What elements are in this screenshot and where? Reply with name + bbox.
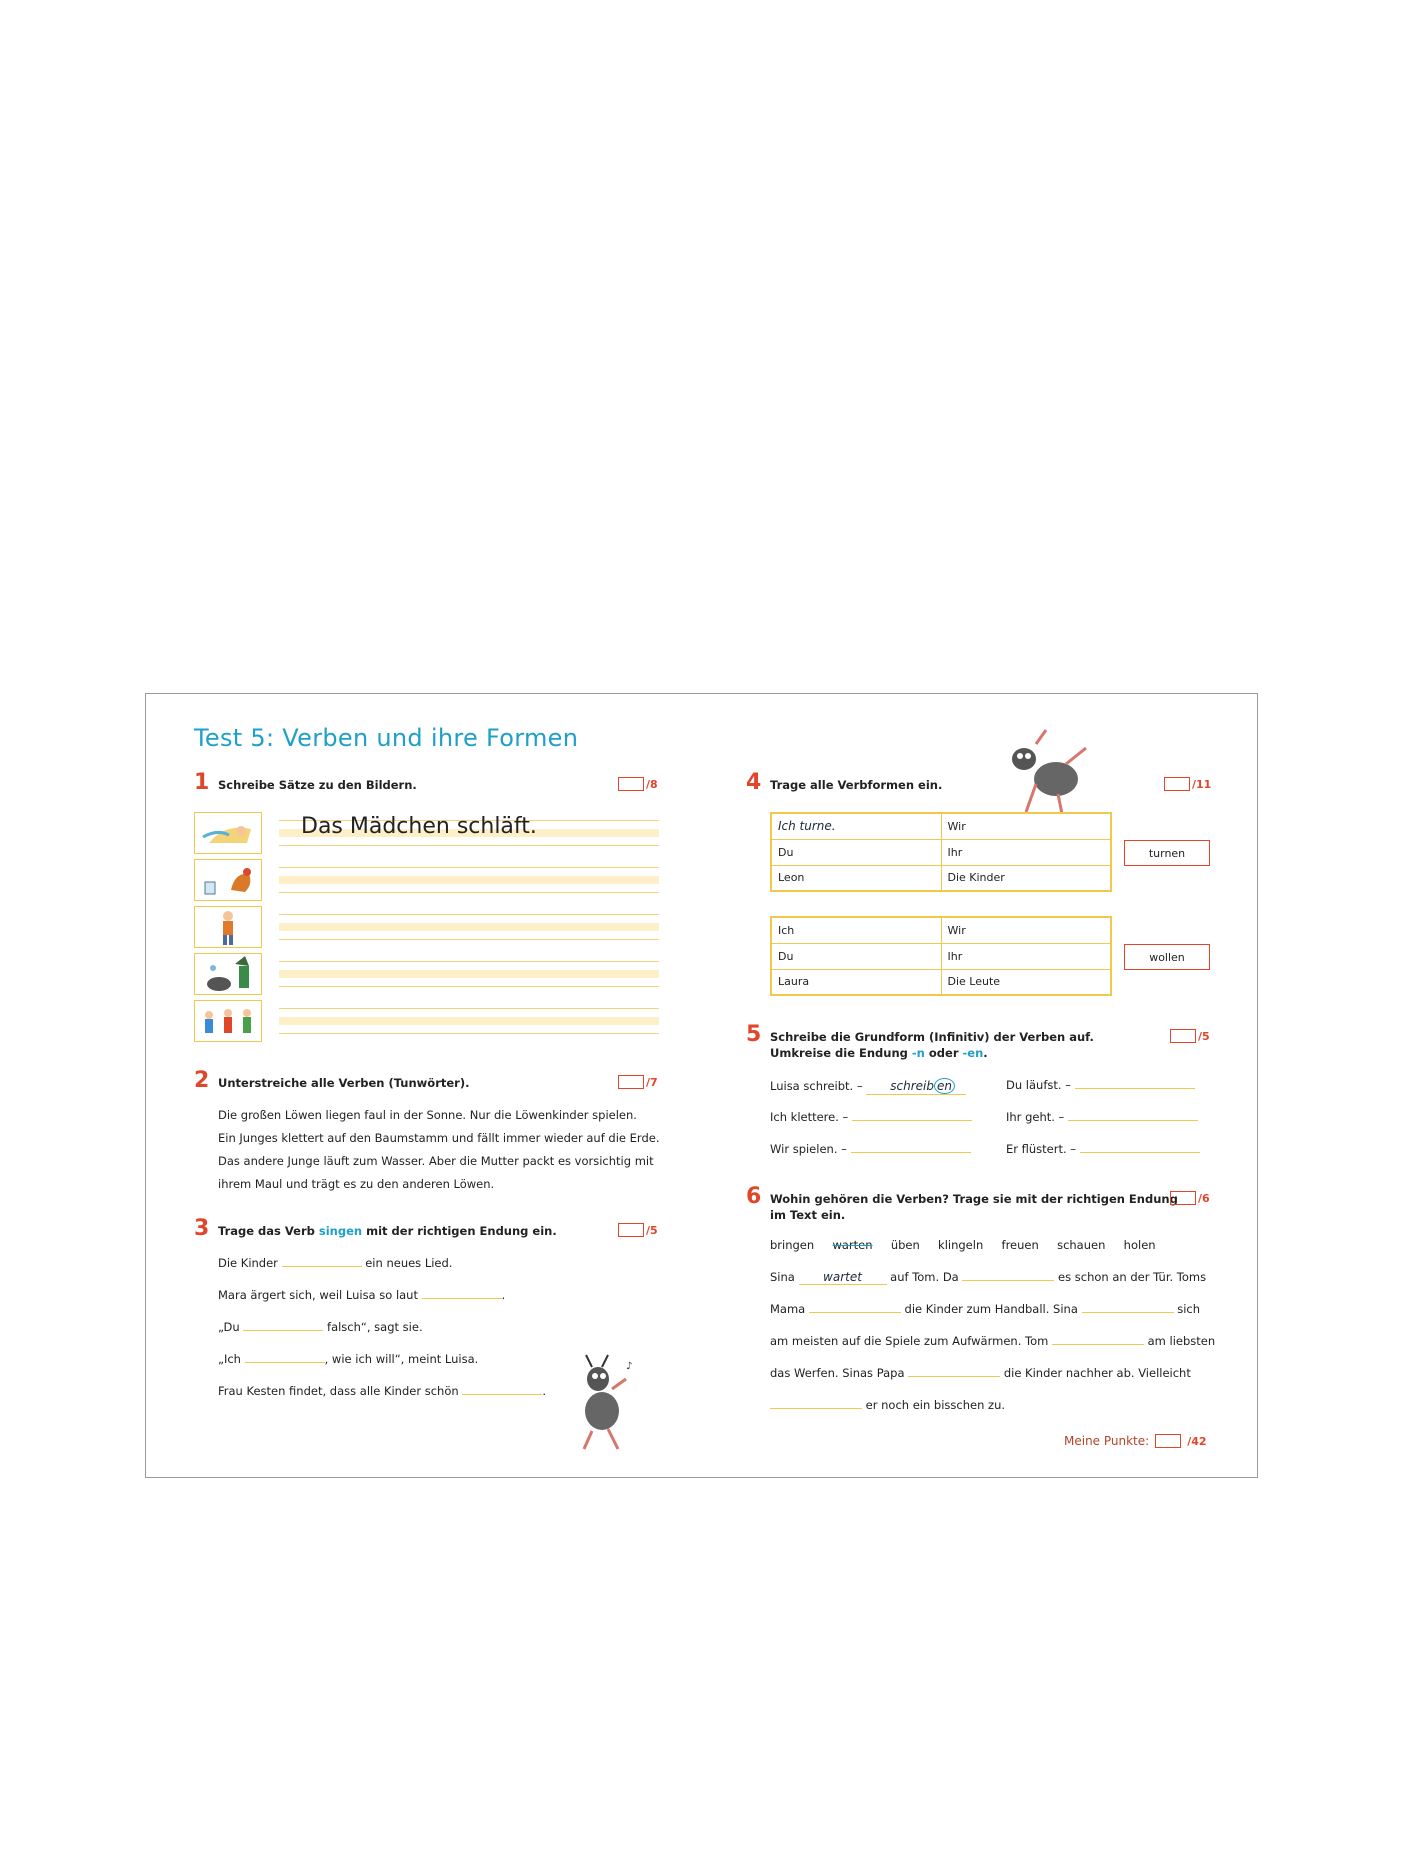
task-5-item: Du läufst. – xyxy=(1006,1078,1195,1092)
table-cell[interactable]: Ihr xyxy=(941,839,1111,865)
answer-blank[interactable] xyxy=(1080,1142,1200,1153)
picture-girl-sleeping xyxy=(194,812,262,854)
table-cell[interactable]: Du xyxy=(771,839,941,865)
total-points-label: Meine Punkte: xyxy=(1064,1434,1150,1448)
table-cell[interactable]: Die Kinder xyxy=(941,865,1111,891)
answer-blank[interactable] xyxy=(1082,1302,1174,1313)
task-5-item: Wir spielen. – xyxy=(770,1142,971,1156)
verb-box-wollen: wollen xyxy=(1124,944,1210,970)
score-box[interactable] xyxy=(1170,1029,1196,1043)
table-row xyxy=(771,917,1111,943)
writing-line-5[interactable] xyxy=(279,1008,659,1034)
score-box[interactable] xyxy=(618,1075,644,1089)
verb-form-table-wollen xyxy=(770,916,1112,996)
picture-boy-walking xyxy=(194,906,262,948)
score-box[interactable] xyxy=(618,777,644,791)
picture-witch-cooking xyxy=(194,953,262,995)
score-box[interactable] xyxy=(1164,777,1190,791)
picture-rooster-drinking xyxy=(194,859,262,901)
word-bank xyxy=(770,1238,1156,1252)
table-cell[interactable]: Leon xyxy=(771,865,941,891)
writing-line-2[interactable] xyxy=(279,867,659,893)
word-bank-item: üben xyxy=(890,1238,920,1252)
example-sentence: Das Mädchen schläft. xyxy=(301,814,537,839)
task-2-text-line: Ein Junges klettert auf den Baumstamm und fällt immer wieder auf die Erde. xyxy=(218,1131,660,1145)
task-1-prompt: Schreibe Sätze zu den Bildern. xyxy=(218,778,417,792)
table-cell[interactable]: Ihr xyxy=(941,943,1111,969)
svg-text:♪: ♪ xyxy=(626,1361,633,1372)
table-row xyxy=(771,969,1111,995)
answer-blank[interactable] xyxy=(770,1398,862,1409)
ant-mascot-singing xyxy=(564,1349,644,1463)
task-6-text-line: das Werfen. Sinas Papa die Kinder nachher ab. Vielleicht xyxy=(770,1366,1191,1380)
answer-blank[interactable] xyxy=(243,1320,323,1331)
answer-blank[interactable] xyxy=(1075,1078,1195,1089)
total-points xyxy=(1064,1434,1207,1448)
word-bank-item: warten xyxy=(832,1238,873,1252)
task-3-sentence: „Ich , wie ich will“, meint Luisa. xyxy=(218,1352,479,1366)
table-cell[interactable]: Ich xyxy=(771,917,941,943)
total-points-box[interactable] xyxy=(1155,1434,1181,1448)
word-bank-item: holen xyxy=(1123,1238,1156,1252)
score-box[interactable] xyxy=(1170,1191,1196,1205)
word-bank-item: freuen xyxy=(1001,1238,1039,1252)
task-4-prompt: Trage alle Verbformen ein. xyxy=(770,778,943,792)
task-2-text-line: Das andere Junge läuft zum Wasser. Aber die Mutter packt es vorsichtig mit xyxy=(218,1154,654,1168)
answer-blank[interactable] xyxy=(851,1142,971,1153)
answer-blank[interactable] xyxy=(908,1366,1000,1377)
task-2-prompt: Unterstreiche alle Verben (Tunwörter). xyxy=(218,1076,470,1090)
table-cell[interactable]: Die Leute xyxy=(941,969,1111,995)
answer-blank[interactable] xyxy=(1052,1334,1144,1345)
total-points-max: /42 xyxy=(1187,1434,1207,1448)
task-6-number: 6 xyxy=(746,1184,762,1209)
picture-children-playing xyxy=(194,1000,262,1042)
task-2-text-line: ihrem Maul und trägt es zu den anderen Löwen. xyxy=(218,1177,495,1191)
task-5-item: Ich klettere. – xyxy=(770,1110,972,1124)
writing-line-3[interactable] xyxy=(279,914,659,940)
table-row xyxy=(771,839,1111,865)
task-3-sentence: Die Kinder ein neues Lied. xyxy=(218,1256,453,1270)
task-5-number: 5 xyxy=(746,1022,762,1047)
task-6-text-line: am meisten auf die Spiele zum Aufwärmen. Tom am liebsten xyxy=(770,1334,1216,1348)
answer-blank[interactable]: wartet xyxy=(799,1270,887,1285)
worksheet-page xyxy=(145,693,1258,1478)
task-1-number: 1 xyxy=(194,770,210,795)
table-cell[interactable]: Laura xyxy=(771,969,941,995)
task-2-text-line: Die großen Löwen liegen faul in der Sonne. Nur die Löwenkinder spielen. xyxy=(218,1108,637,1122)
answer-blank[interactable] xyxy=(809,1302,901,1313)
task-4-number: 4 xyxy=(746,770,762,795)
task-6-prompt-2: im Text ein. xyxy=(770,1208,846,1222)
task-6-prompt: Wohin gehören die Verben? Trage sie mit der richtigen Endung xyxy=(770,1192,1178,1206)
task-5-score: /5 xyxy=(1170,1029,1210,1043)
task-3-sentence: Frau Kesten findet, dass alle Kinder schön . xyxy=(218,1384,546,1398)
task-1-score: /8 xyxy=(618,777,658,791)
table-row xyxy=(771,865,1111,891)
table-cell[interactable]: Ich turne. xyxy=(771,813,941,839)
task-5-item: Luisa schreibt. – schreib en xyxy=(770,1078,966,1095)
task-6-text-line: er noch ein bisschen zu. xyxy=(770,1398,1005,1412)
score-box[interactable] xyxy=(618,1223,644,1237)
page-title: Test 5: Verben und ihre Formen xyxy=(194,724,579,752)
answer-blank[interactable] xyxy=(1068,1110,1198,1121)
word-bank-item: schauen xyxy=(1057,1238,1106,1252)
task-3-sentence: Mara ärgert sich, weil Luisa so laut . xyxy=(218,1288,506,1302)
task-2-score: /7 xyxy=(618,1075,658,1089)
task-5-prompt: Schreibe die Grundform (Infinitiv) der Verben auf. xyxy=(770,1030,1094,1044)
table-cell[interactable]: Wir xyxy=(941,917,1111,943)
answer-blank[interactable] xyxy=(245,1352,325,1363)
answer-blank[interactable] xyxy=(422,1288,502,1299)
word-bank-item: klingeln xyxy=(938,1238,984,1252)
task-6-text-line: Sina wartet auf Tom. Da es schon an der Tür. Toms xyxy=(770,1270,1207,1284)
task-3-score: /5 xyxy=(618,1223,658,1237)
table-row xyxy=(771,813,1111,839)
task-3-sentence: „Du falsch“, sagt sie. xyxy=(218,1320,423,1334)
verb-box-turnen: turnen xyxy=(1124,840,1210,866)
task-5-item: Er flüstert. – xyxy=(1006,1142,1200,1156)
table-cell[interactable]: Du xyxy=(771,943,941,969)
task-3-number: 3 xyxy=(194,1216,210,1241)
task-3-prompt: Trage das Verb singen mit der richtigen Endung ein. xyxy=(218,1224,557,1238)
answer-blank[interactable] xyxy=(462,1384,542,1395)
writing-line-4[interactable] xyxy=(279,961,659,987)
answer-blank[interactable] xyxy=(282,1256,362,1267)
task-6-score: /6 xyxy=(1170,1191,1210,1205)
table-row xyxy=(771,943,1111,969)
word-bank-item: bringen xyxy=(770,1238,815,1252)
answer-blank[interactable]: schreib en xyxy=(866,1078,966,1095)
answer-blank[interactable] xyxy=(962,1270,1054,1281)
task-5-prompt-2: Umkreise die Endung -n oder -en. xyxy=(770,1046,988,1060)
task-4-score: /11 xyxy=(1164,777,1211,791)
answer-blank[interactable] xyxy=(852,1110,972,1121)
task-2-number: 2 xyxy=(194,1068,210,1093)
table-cell[interactable]: Wir xyxy=(941,813,1111,839)
task-5-item: Ihr geht. – xyxy=(1006,1110,1198,1124)
task-6-text-line: Mama die Kinder zum Handball. Sina sich xyxy=(770,1302,1201,1316)
verb-form-table-turnen xyxy=(770,812,1112,892)
